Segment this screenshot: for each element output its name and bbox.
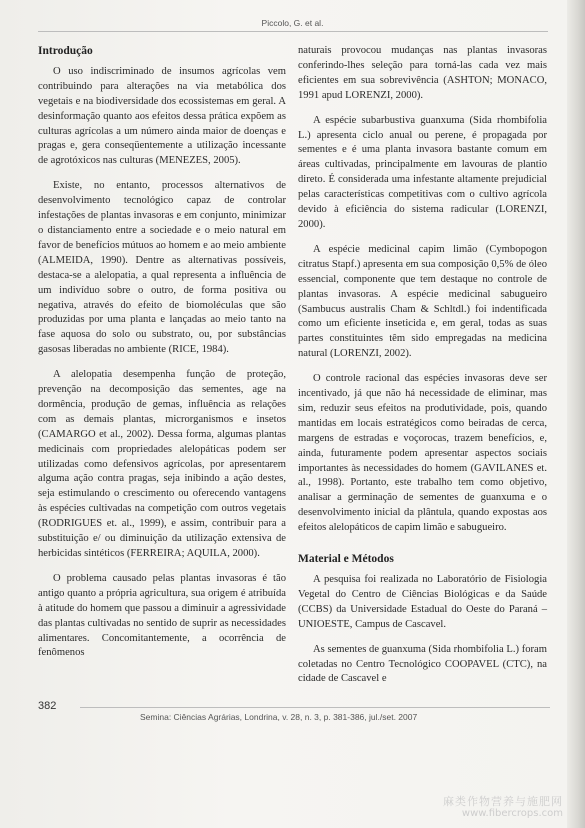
paragraph: O problema causado pelas plantas invasoras é tão antigo quanto a própria agricultura, sua origem é atribuída à atitude do homem que passou a diminuir a agressividade das plantas cultivadas no sentido de suprir as necessidades alimentares. Concomitantemente, a ocorrência de fenômenos [38, 572, 286, 659]
footer-rule [80, 707, 550, 708]
running-head: Piccolo, G. et al. [261, 18, 324, 28]
paragraph: Existe, no entanto, processos alternativos de desenvolvimento tecnológico capaz de controlar infestações de plantas invasoras e em conjunto, minimizar o distanciamento entre a sociedade e o meio natural em favor de benefícios mútuos ao homem e ao meio ambiente (ALMEIDA, 1990). Dentre as alternativas possíveis, destaca-se a alelopatia, a qual representa a influência de um indivíduo sobre o outro, de forma positiva ou negativa, através do efeito de biomoléculas que são produzidas por uma planta e lançadas ao meio tanto na fase aquosa do solo ou substrato, ou, por substâncias gasosas liberadas no ambiente (RICE, 1984). [38, 180, 286, 356]
header-rule [38, 31, 548, 32]
watermark [443, 796, 563, 820]
left-column [38, 44, 286, 671]
paragraph: O uso indiscriminado de insumos agrícolas vem contribuindo para alterações na via metabólica dos vegetais e na biodiversidade dos ecossistemas em geral. A desinformação quanto aos efeitos dessa prática expõem as culturas agrícolas a um número ainda maior de doenças e pragas e, gera conseqüentemente a utilização incessante de agrotóxicos nas culturas (MENEZES, 2005). [38, 65, 286, 167]
section-heading-material-metodos: Material e Métodos [298, 553, 394, 566]
book-spine-shadow [567, 0, 585, 828]
paragraph: As sementes de guanxuma (Sida rhombifolia L.) foram coletadas no Centro Tecnológico COOPAVEL (CTC), na cidade de Cascavel e [298, 643, 547, 685]
page-number: 382 [38, 700, 57, 712]
paragraph: A espécie subarbustiva guanxuma (Sida rhombifolia L.) apresenta ciclo anual ou perene, é propagada por sementes e é uma planta invasora bastante comum em áreas cultivadas, principalmente em lavouras de plantio direto. É considerada uma infestante altamente prejudicial pelas características competitivas com o cultivo agrícola devido à eficiência do sistema radicular (LORENZI, 2000). [298, 114, 547, 230]
right-column [298, 44, 547, 697]
section-heading-introducao: Introdução [38, 45, 93, 57]
paragraph-continuation: naturais provocou mudanças nas plantas invasoras conferindo-lhes seleção para torná-las cada vez mais eficientes em sua sobrevivência (ASHTON; MONACO, 1991 apud LORENZI, 2000). [298, 45, 547, 101]
paragraph: A alelopatia desempenha função de proteção, prevenção na decomposição das sementes, age na dormência, produção de gemas, influência as relações com as demais plantas, microrganismos e insetos (CAMARGO et al., 2002). Dessa forma, algumas plantas medicinais com propriedades alelopáticas podem ser utilizadas como defensivos agrícolas, por apresentarem alguma ação contra pragas, seja inibindo a ação destes, seja estimulando o crescimento ou oferecendo vantagens às espécies cultivadas na competição com outros vegetais (RODRIGUES et. al., 1999), e assim, contribuir para a substituição e/ ou diminuição da utilização extensiva de herbicidas sintéticos (FERREIRA; AQUILA, 2000). [38, 369, 286, 559]
paragraph: O controle racional das espécies invasoras deve ser incentivado, já que não há necessidade de eliminar, mas sim, reduzir seus efeitos na produtividade, pois, quando mantidas em locais estratégicos como beiradas de cerca, margens de estradas e voçorocas, trazem benefícios, e, ainda, futuramente podem apresentar aspectos sociais importantes às necessidades do homem (GAVILANES et. al., 1998). Portanto, este trabalho tem como objetivo, analisar a germinação de sementes de guanxuma e o desenvolvimento inicial da plântula, quando expostas aos efeitos alelopáticos de capim limão e sabugueiro. [298, 373, 547, 534]
watermark-line2: www.fibercrops.com [461, 808, 563, 819]
paragraph: A espécie medicinal capim limão (Cymbopogon citratus Stapf.) apresenta em sua composição 0,5% de óleo essencial, componente que tem destaque no controle de plantas invasoras. A espécie medicinal sabugueiro (Sambucus australis Cham & Schltdl.) foi indentificada como um eficiente inseticida e, em geral, todas as suas partes constituintes têm sido empregadas na medicina natural (LORENZI, 2002). [298, 243, 547, 360]
paragraph: A pesquisa foi realizada no Laboratório de Fisiologia Vegetal do Centro de Ciências Biológicas e da Saúde (CCBS) da Universidade Estadual do Oeste do Paraná – UNIOESTE, Campus de Cascavel. [298, 574, 547, 630]
journal-footer: Semina: Ciências Agrárias, Londrina, v. 28, n. 3, p. 381-386, jul./set. 2007 [140, 712, 418, 722]
watermark-line1: 麻类作物营养与施肥网 [443, 795, 563, 808]
